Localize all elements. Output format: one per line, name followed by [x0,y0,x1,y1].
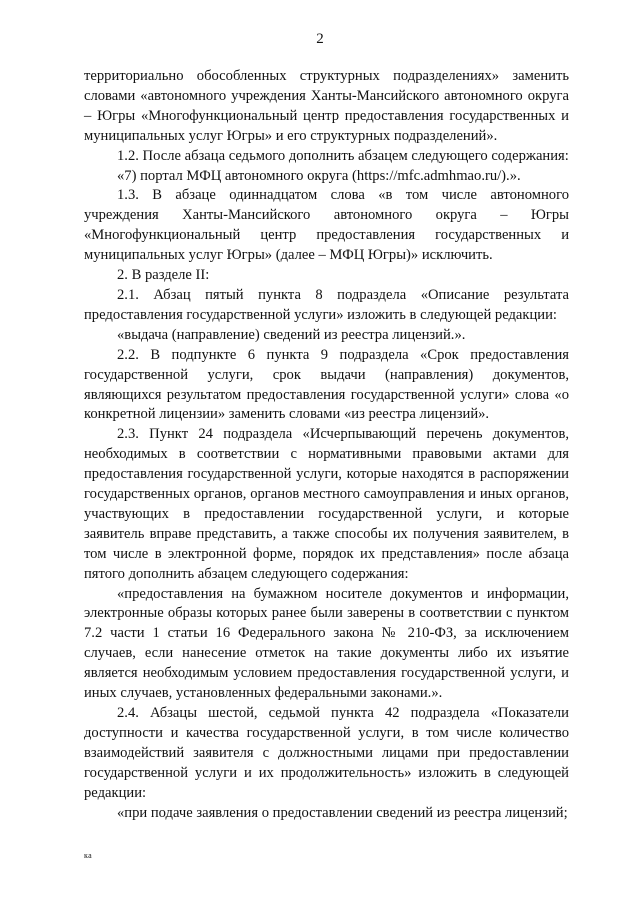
paragraph: «при подаче заявления о предоставлении сведений из реестра лицензий; [117,804,568,821]
paragraph: 2.4. Абзацы шестой, седьмой пункта 42 подраздела «Показатели доступности и качества государственной услуги, в том числе количество взаимодействий заявителя с должностными лицами при предоставлении государственной услуги и их продолжительность» изложить в следующей редакции: [84,705,569,801]
footer-mark: ка [84,851,92,860]
paragraph: 2.2. В подпункте 6 пункта 9 подраздела «Срок предоставления государственной услуги, срок выдачи (направления) документов, являющихся результатом предоставления государственной услуги» слова «о конкретной лицензии» заменить словами «из реестра лицензий». [84,346,569,423]
page-number: 2 [316,31,324,47]
document-body [84,67,569,823]
paragraph: «предоставления на бумажном носителе документов и информации, электронные образы которых ранее были заверены в соответствии с пунктом 7.2 части 1 статьи 16 Федерального закона № 210-ФЗ, за исключением случаев, если нанесение отметок на такие документы либо их изъятие является необходимым условием предоставления государственной услуги, и иных случаев, установленных федеральными законами.». [84,585,569,702]
paragraph: 1.3. В абзаце одиннадцатом слова «в том числе автономного учреждения Ханты-Мансийского автономного округа – Югры «Многофункциональный центр предоставления государственных и муниципальных услуг Югры» (далее – МФЦ Югры)» исключить. [84,187,569,264]
paragraph: 2. В разделе II: [117,267,210,284]
paragraph: «выдача (направление) сведений из реестра лицензий.». [117,326,466,343]
paragraph: «7) портал МФЦ автономного округа (https://mfc.admhmao.ru/).». [117,167,521,184]
paragraph: 2.1. Абзац пятый пункта 8 подраздела «Описание результата предоставления государственной услуги» изложить в следующей редакции: [84,286,569,323]
paragraph: 2.3. Пункт 24 подраздела «Исчерпывающий перечень документов, необходимых в соответствии с нормативными правовыми актами для предоставления государственной услуги, которые находятся в распоряжении государственных органов, органов местного самоуправления и иных органов, участвующих в предоставлении государственной услуги, и которые заявитель вправе представить, а также способы их получения заявителем, в том числе в электронной форме, порядок их представления» после абзаца пятого дополнить абзацем следующего содержания: [84,426,569,582]
paragraph: территориально обособленных структурных подразделениях» заменить словами «автономного учреждения Ханты-Мансийского автономного округа – Югры «Многофункциональный центр предоставления государственных и муниципальных услуг Югры» и его структурных подразделений». [84,68,569,144]
paragraph: 1.2. После абзаца седьмого дополнить абзацем следующего содержания: [117,147,569,164]
